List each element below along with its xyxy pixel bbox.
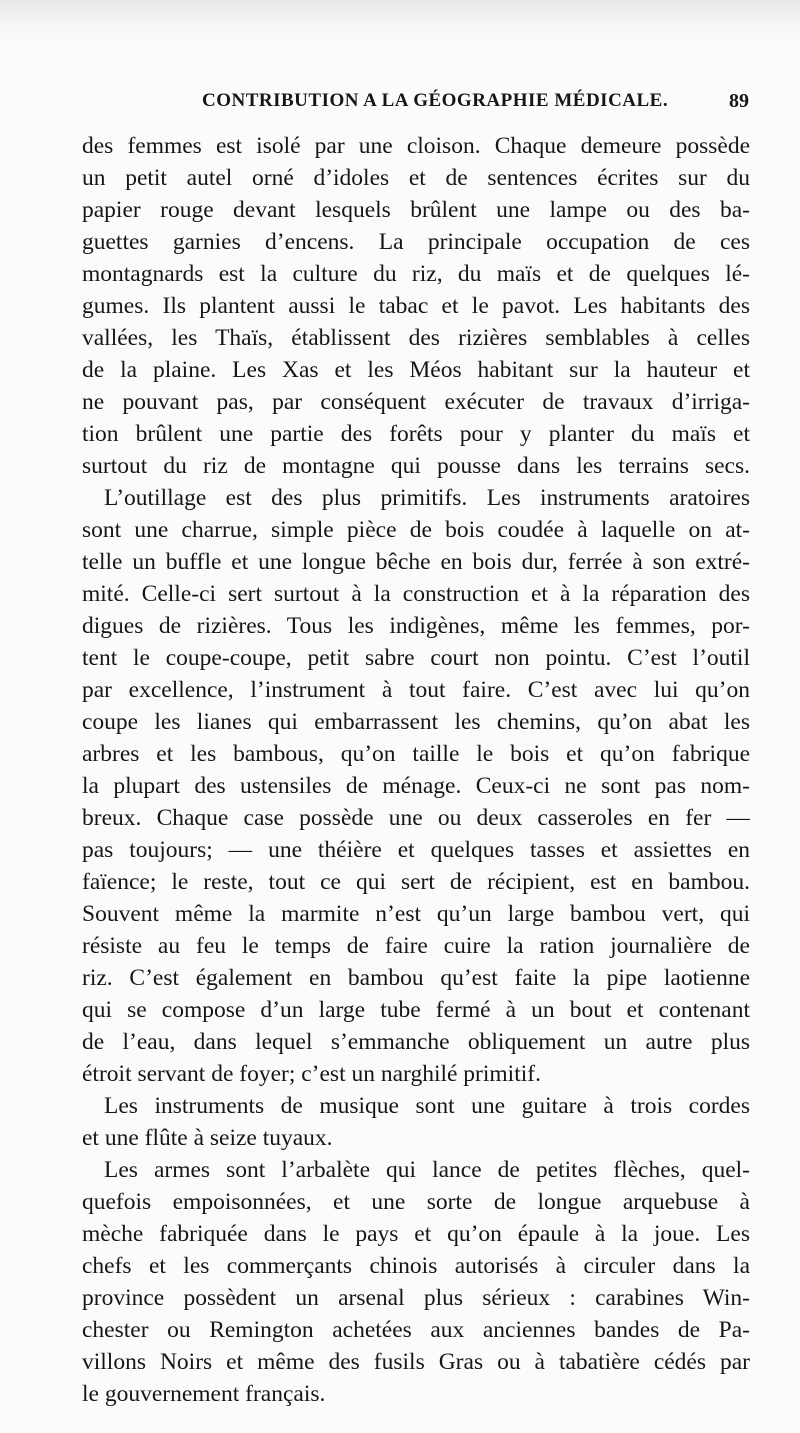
text-line: sont une charrue, simple pièce de bois coudée à laquelle on at- bbox=[82, 517, 750, 543]
text-line: vallées, les Thaïs, établissent des rizières semblables à celles bbox=[82, 325, 750, 351]
page-top-edge bbox=[0, 0, 800, 42]
text-line: et une flûte à seize tuyaux. bbox=[82, 1125, 333, 1151]
text-line: surtout du riz de montagne qui pousse dans les terrains secs. bbox=[82, 453, 750, 479]
body-text bbox=[82, 130, 750, 1410]
text-line: tent le coupe-coupe, petit sabre court non pointu. C’est l’outil bbox=[82, 645, 750, 671]
text-line: digues de rizières. Tous les indigènes, même les femmes, por- bbox=[82, 613, 750, 639]
text-line: breux. Chaque case possède une ou deux casseroles en fer — bbox=[82, 805, 750, 831]
text-line: mèche fabriquée dans le pays et qu’on épaule à la joue. Les bbox=[82, 1221, 750, 1247]
text-line: Les instruments de musique sont une guitare à trois cordes bbox=[104, 1093, 750, 1119]
running-title: CONTRIBUTION A LA GÉOGRAPHIE MÉDICALE. bbox=[202, 90, 669, 111]
text-line: le gouvernement français. bbox=[82, 1381, 326, 1407]
text-line: province possèdent un arsenal plus sérieux : carabines Win- bbox=[82, 1285, 750, 1311]
text-line: quefois empoisonnées, et une sorte de longue arquebuse à bbox=[82, 1189, 750, 1215]
text-line: gumes. Ils plantent aussi le tabac et le pavot. Les habitants des bbox=[82, 293, 750, 319]
text-line: de l’eau, dans lequel s’emmanche obliquement un autre plus bbox=[82, 1029, 750, 1055]
text-line: riz. C’est également en bambou qu’est faite la pipe laotienne bbox=[82, 965, 750, 991]
text-line: chester ou Remington achetées aux anciennes bandes de Pa- bbox=[82, 1317, 750, 1343]
text-line: tion brûlent une partie des forêts pour y planter du maïs et bbox=[82, 421, 750, 447]
text-line: L’outillage est des plus primitifs. Les instruments aratoires bbox=[104, 485, 750, 511]
text-line: coupe les lianes qui embarrassent les chemins, qu’on abat les bbox=[82, 709, 750, 735]
text-line: qui se compose d’un large tube fermé à un bout et contenant bbox=[82, 997, 750, 1023]
text-line: la plupart des ustensiles de ménage. Ceux-ci ne sont pas nom- bbox=[82, 773, 750, 799]
text-line: montagnards est la culture du riz, du maïs et de quelques lé- bbox=[82, 261, 750, 287]
page-number: 89 bbox=[729, 90, 749, 112]
text-line: un petit autel orné d’idoles et de sentences écrites sur du bbox=[82, 165, 750, 191]
text-line: mité. Celle-ci sert surtout à la construction et à la réparation des bbox=[82, 581, 750, 607]
running-head bbox=[0, 90, 800, 120]
text-line: guettes garnies d’encens. La principale occupation de ces bbox=[82, 229, 750, 255]
text-line: telle un buffle et une longue bêche en bois dur, ferrée à son extré- bbox=[82, 549, 750, 575]
text-line: des femmes est isolé par une cloison. Chaque demeure possède bbox=[82, 133, 750, 159]
text-line: résiste au feu le temps de faire cuire la ration journalière de bbox=[82, 933, 750, 959]
text-line: arbres et les bambous, qu’on taille le bois et qu’on fabrique bbox=[82, 741, 750, 767]
text-line: ne pouvant pas, par conséquent exécuter de travaux d’irriga- bbox=[82, 389, 750, 415]
text-line: villons Noirs et même des fusils Gras ou à tabatière cédés par bbox=[82, 1349, 750, 1375]
text-line: chefs et les commerçants chinois autorisés à circuler dans la bbox=[82, 1253, 750, 1279]
text-line: par excellence, l’instrument à tout faire. C’est avec lui qu’on bbox=[82, 677, 750, 703]
text-line: de la plaine. Les Xas et les Méos habitant sur la hauteur et bbox=[82, 357, 750, 383]
text-line: étroit servant de foyer; c’est un narghilé primitif. bbox=[82, 1061, 541, 1087]
text-line: papier rouge devant lesquels brûlent une lampe ou des ba- bbox=[82, 197, 750, 223]
text-line: faïence; le reste, tout ce qui sert de récipient, est en bambou. bbox=[82, 869, 750, 895]
text-line: Les armes sont l’arbalète qui lance de petites flèches, quel- bbox=[104, 1157, 750, 1183]
text-line: Souvent même la marmite n’est qu’un large bambou vert, qui bbox=[82, 901, 750, 927]
text-line: pas toujours; — une théière et quelques tasses et assiettes en bbox=[82, 837, 750, 863]
